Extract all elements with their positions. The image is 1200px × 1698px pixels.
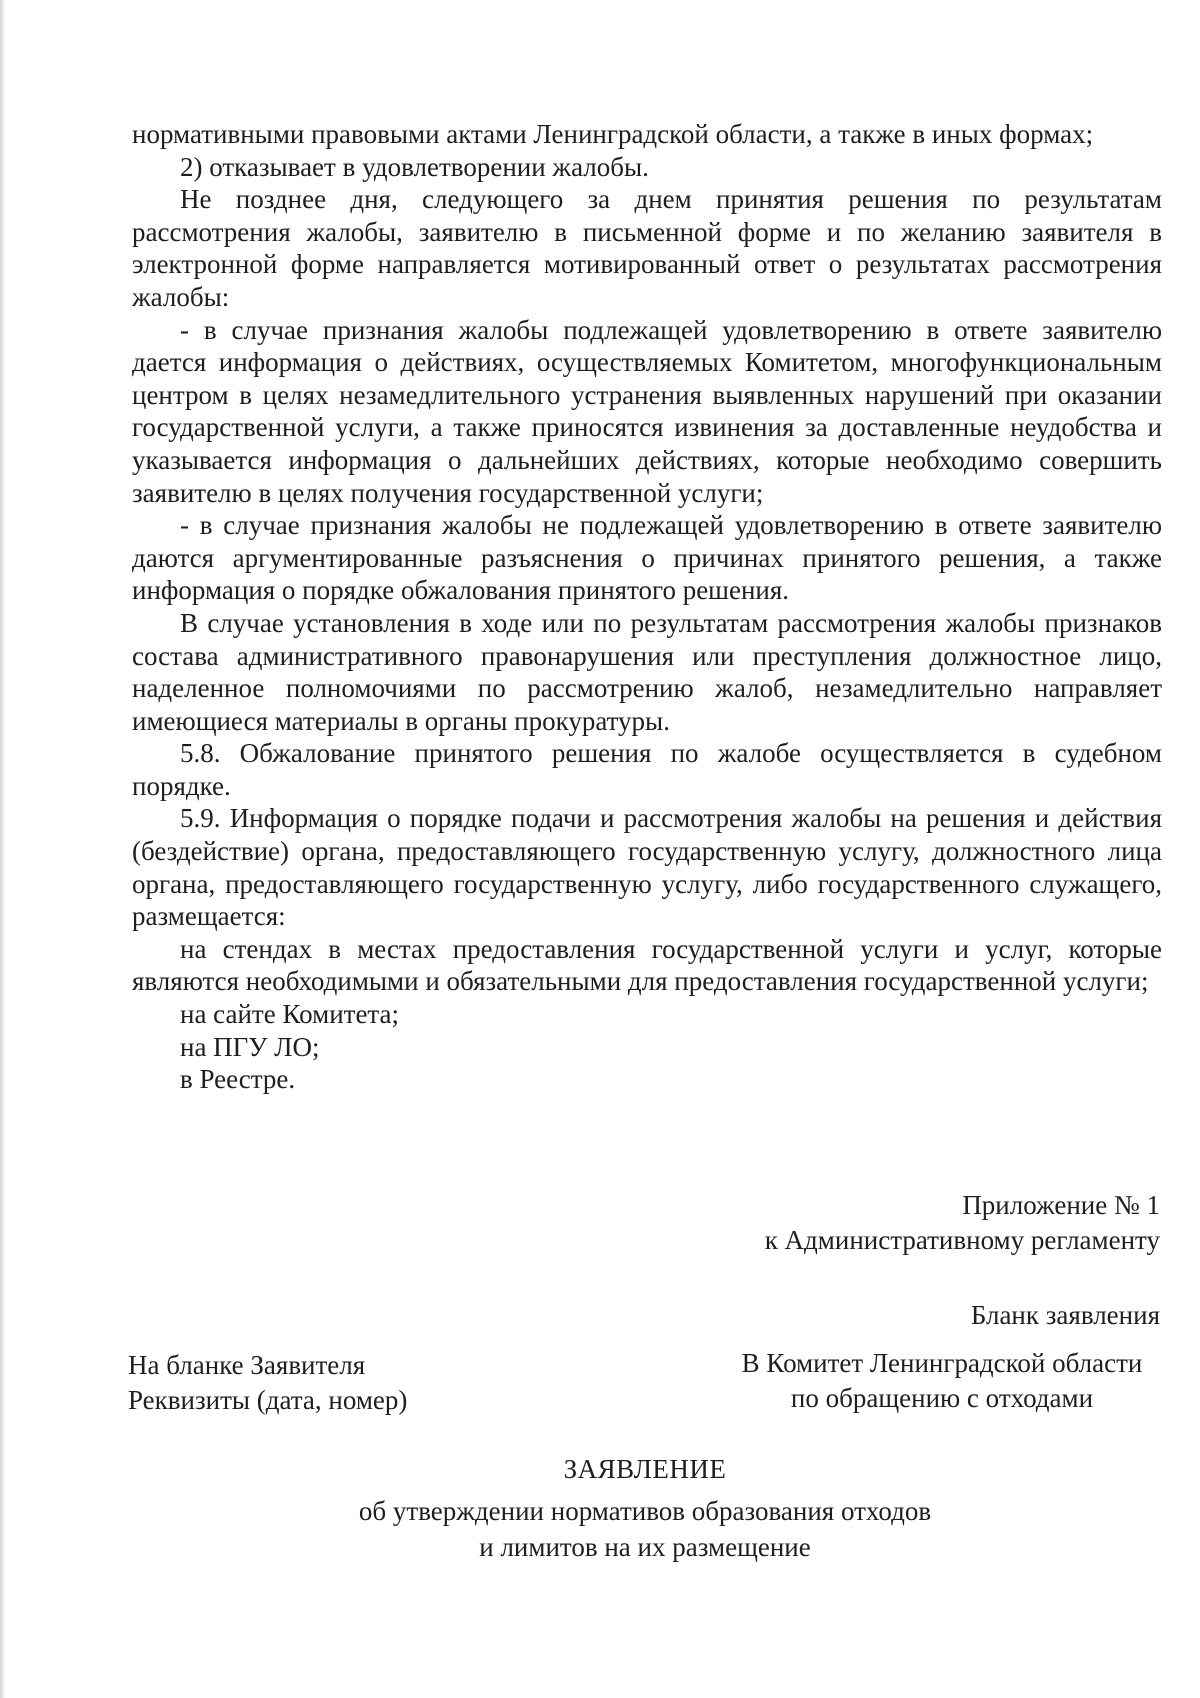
recipient-committee-scope: по обращению с отходами [790, 1383, 1094, 1413]
recipient-committee: В Комитет Ленинградской области [741, 1348, 1143, 1378]
paragraph: Не позднее дня, следующего за днем принятия решения по результатам рассмотрения жалобы, заявителю в письменной форме и по желанию заявителя в электронной форме направляется мотивированный ответ о результатах рассмотрения жалобы: [132, 184, 1162, 312]
paragraph: нормативными правовыми актами Ленинградской области, а также в иных формах; [132, 119, 1094, 149]
paragraph: на стендах в местах предоставления государственной услуги и услуг, которые являются необходимыми и обязательными для предоставления государственной услуги; [132, 933, 1162, 997]
statement-title: ЗАЯВЛЕНИЕ [563, 1454, 727, 1484]
paragraph: В случае установления в ходе или по результатам рассмотрения жалобы признаков состава административного правонарушения или преступления должностное лицо, наделенное полномочиями по рассмотрению жалоб, незамедлительно направляет имеющиеся материалы в органы прокуратуры. [132, 607, 1162, 736]
appendix-header [765, 1188, 1160, 1333]
paragraph: 5.9. Информация о порядке подачи и рассмотрения жалобы на решения и действия (бездействие) органа, предоставляющего государственную услугу, должностного лица органа, предоставляющего государственную услугу, либо государственного служащего, размещается: [132, 803, 1162, 932]
appendix-reference: к Административному регламенту [764, 1225, 1160, 1255]
paragraph: в Реестре. [180, 1064, 296, 1095]
applicant-letterhead: На бланке Заявителя [128, 1350, 366, 1380]
paragraph: 2) отказывает в удовлетворении жалобы. [180, 151, 649, 182]
statement-subtitle-line1: об утверждении нормативов образования отходов [358, 1496, 932, 1526]
regulation-text [132, 118, 1162, 1096]
applicant-block [128, 1348, 407, 1418]
applicant-requisites: Реквизиты (дата, номер) [128, 1385, 408, 1415]
statement-subtitle-line2: и лимитов на их размещение [479, 1532, 811, 1562]
scan-edge [0, 0, 6, 1698]
appendix-number: Приложение № 1 [962, 1190, 1160, 1220]
recipient-block [722, 1346, 1162, 1416]
paragraph: на сайте Комитета; [180, 999, 400, 1030]
form-label: Бланк заявления [970, 1300, 1160, 1330]
statement-heading [0, 1451, 1200, 1565]
paragraph: на ПГУ ЛО; [180, 1031, 320, 1062]
paragraph: 5.8. Обжалование принятого решения по жалобе осуществляется в судебном порядке. [132, 738, 1162, 801]
paragraph: - в случае признания жалобы не подлежащей удовлетворению в ответе заявителю даются аргументированные разъяснения о причинах принятого решения, а также информация о порядке обжалования принятого решения. [132, 510, 1162, 606]
paragraph: - в случае признания жалобы подлежащей удовлетворению в ответе заявителю дается информация о действиях, осуществляемых Комитетом, многофункциональным центром в целях незамедлительного устранения выявленных нарушений при оказании государственной услуги, а также приносятся извинения за доставленные неудобства и указывается информация о дальнейших действиях, которые необходимо совершить заявителю в целях получения государственной услуги; [132, 314, 1162, 508]
